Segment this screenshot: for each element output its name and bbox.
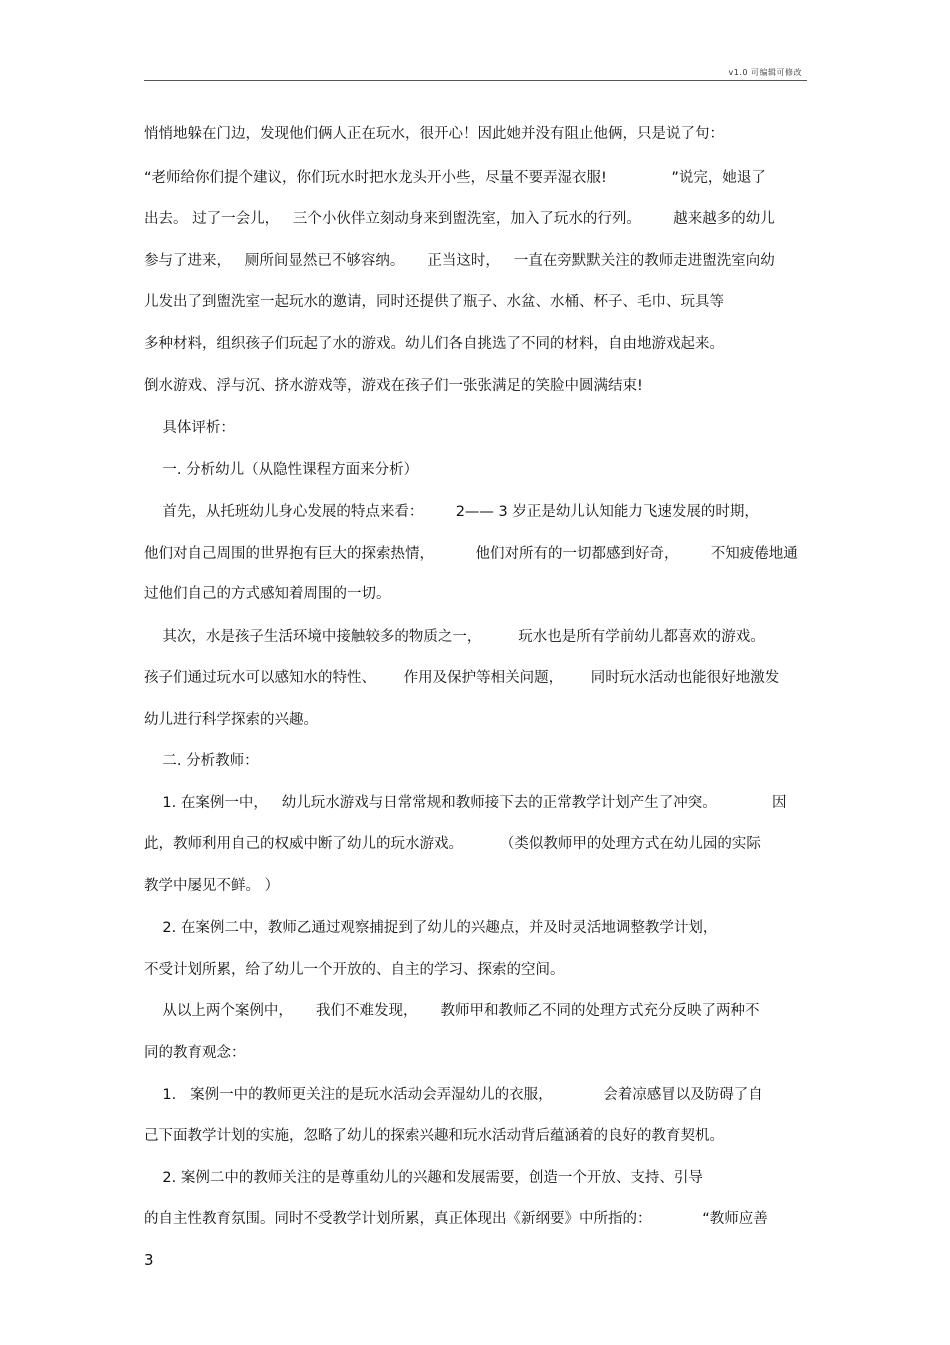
version-label: v1.0 可编辑可修改 [728, 68, 802, 77]
text-line: 不受计划所累，给了幼儿一个开放的、自主的学习、探索的空间。 [144, 962, 565, 978]
text-line: 2. 案例二中的教师关注的是尊重幼儿的兴趣和发展需要，创造一个开放、支持、引导 [144, 1170, 703, 1186]
text-line: 1. 在案例一中， 幼儿玩水游戏与日常常规和教师接下去的正常教学计划产生了冲突。 因 [144, 795, 787, 811]
text-line: 的自主性教育氛围。同时不受教学计划所累，真正体现出《新纲要》中所指的： “教师应善 [144, 1211, 768, 1227]
text-line: “老师给你们提个建议，你们玩水时把水龙头开小些，尽量不要弄湿衣服! ”说完，她退了 [144, 170, 766, 186]
page-number: 3 [144, 1251, 154, 1269]
text-line: 同的教育观念： [144, 1045, 246, 1061]
text-line: 悄悄地躲在门边，发现他们俩人正在玩水，很开心！因此她并没有阻止他俩，只是说了句： [144, 126, 724, 142]
text-line: 此，教师利用自己的权威中断了幼儿的玩水游戏。 （类似教师甲的处理方式在幼儿园的实际 [144, 836, 761, 852]
text-line: 己下面教学计划的实施，忽略了幼儿的探索兴趣和玩水活动背后蕴涵着的良好的教育契机。 [144, 1128, 724, 1144]
text-line: 1. 案例一中的教师更关注的是玩水活动会弄湿幼儿的衣服， 会着凉感冒以及防碍了自 [144, 1087, 763, 1103]
text-line: 从以上两个案例中， 我们不难发现， 教师甲和教师乙不同的处理方式充分反映了两种不 [144, 1003, 760, 1019]
text-line: 其次，水是孩子生活环境中接触较多的物质之一， 玩水也是所有学前幼儿都喜欢的游戏。 [144, 629, 765, 645]
text-line: 一. 分析幼儿（从隐性课程方面来分析） [144, 462, 419, 478]
text-line: 多种材料，组织孩子们玩起了水的游戏。幼儿们各自挑选了不同的材料，自由地游戏起来。 [144, 336, 724, 352]
text-line: 参与了进来， 厕所间显然已不够容纳。 正当这时， 一直在旁默默关注的教师走进盥洗室向幼 [144, 253, 775, 269]
text-line: 孩子们通过玩水可以感知水的特性、 作用及保护等相关问题， 同时玩水活动也能很好地激发 [144, 670, 780, 686]
text-line: 出去。 过了一会儿， 三个小伙伴立刻动身来到盥洗室，加入了玩水的行列。 越来越多的幼儿 [144, 211, 775, 227]
text-line: 首先，从托班幼儿身心发展的特点来看： 2—— 3 岁正是幼儿认知能力飞速发展的时期， [144, 504, 759, 520]
text-line: 幼儿进行科学探索的兴趣。 [144, 712, 318, 728]
text-line: 2. 在案例二中，教师乙通过观察捕捉到了幼儿的兴趣点，并及时灵活地调整教学计划， [144, 920, 718, 936]
text-line: 倒水游戏、浮与沉、挤水游戏等，游戏在孩子们一张张满足的笑脸中圆满结束! [144, 378, 643, 394]
text-line: 具体评析： [144, 420, 235, 436]
text-line: 教学中屡见不鲜。 ） [144, 878, 280, 894]
text-line: 过他们自己的方式感知着周围的一切。 [144, 586, 391, 602]
text-line: 二. 分析教师： [144, 753, 259, 769]
text-line: 儿发出了到盥洗室一起玩水的邀请，同时还提供了瓶子、水盆、水桶、杯子、毛巾、玩具等 [144, 294, 724, 310]
text-line: 他们对自己周围的世界抱有巨大的探索热情， 他们对所有的一切都感到好奇， 不知疲倦地通 [144, 546, 798, 562]
header-divider [144, 80, 807, 81]
